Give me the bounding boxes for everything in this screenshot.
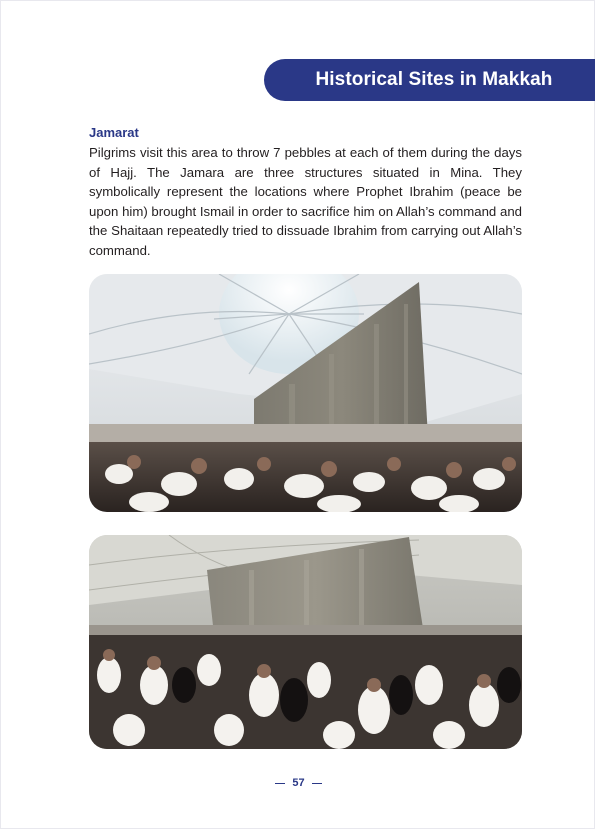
- section-banner: [264, 59, 595, 101]
- page-number: [1, 777, 595, 789]
- page-number-left-rule: [275, 783, 285, 784]
- page-number-right-rule: [312, 783, 322, 784]
- page-number-value: 57: [292, 777, 305, 789]
- jamarat-pilgrims-photo: [89, 535, 522, 749]
- section-body-text: Pilgrims visit this area to throw 7 pebbles at each of them during the days of Hajj. The Jamara are three structures situated in Mina. They symbolically represent the locations where Prophet Ibrahim (peace be upon him) brought Ismail in order to sacrifice him on Allah’s command and the Shaitaan repeatedly tried to dissuade Ibrahim from carrying out Allah’s command.: [89, 145, 522, 258]
- jamarat-wall-crowd-photo: [89, 274, 522, 512]
- banner-title: Historical Sites in Makkah: [315, 69, 553, 90]
- section-heading: Jamarat: [89, 125, 139, 140]
